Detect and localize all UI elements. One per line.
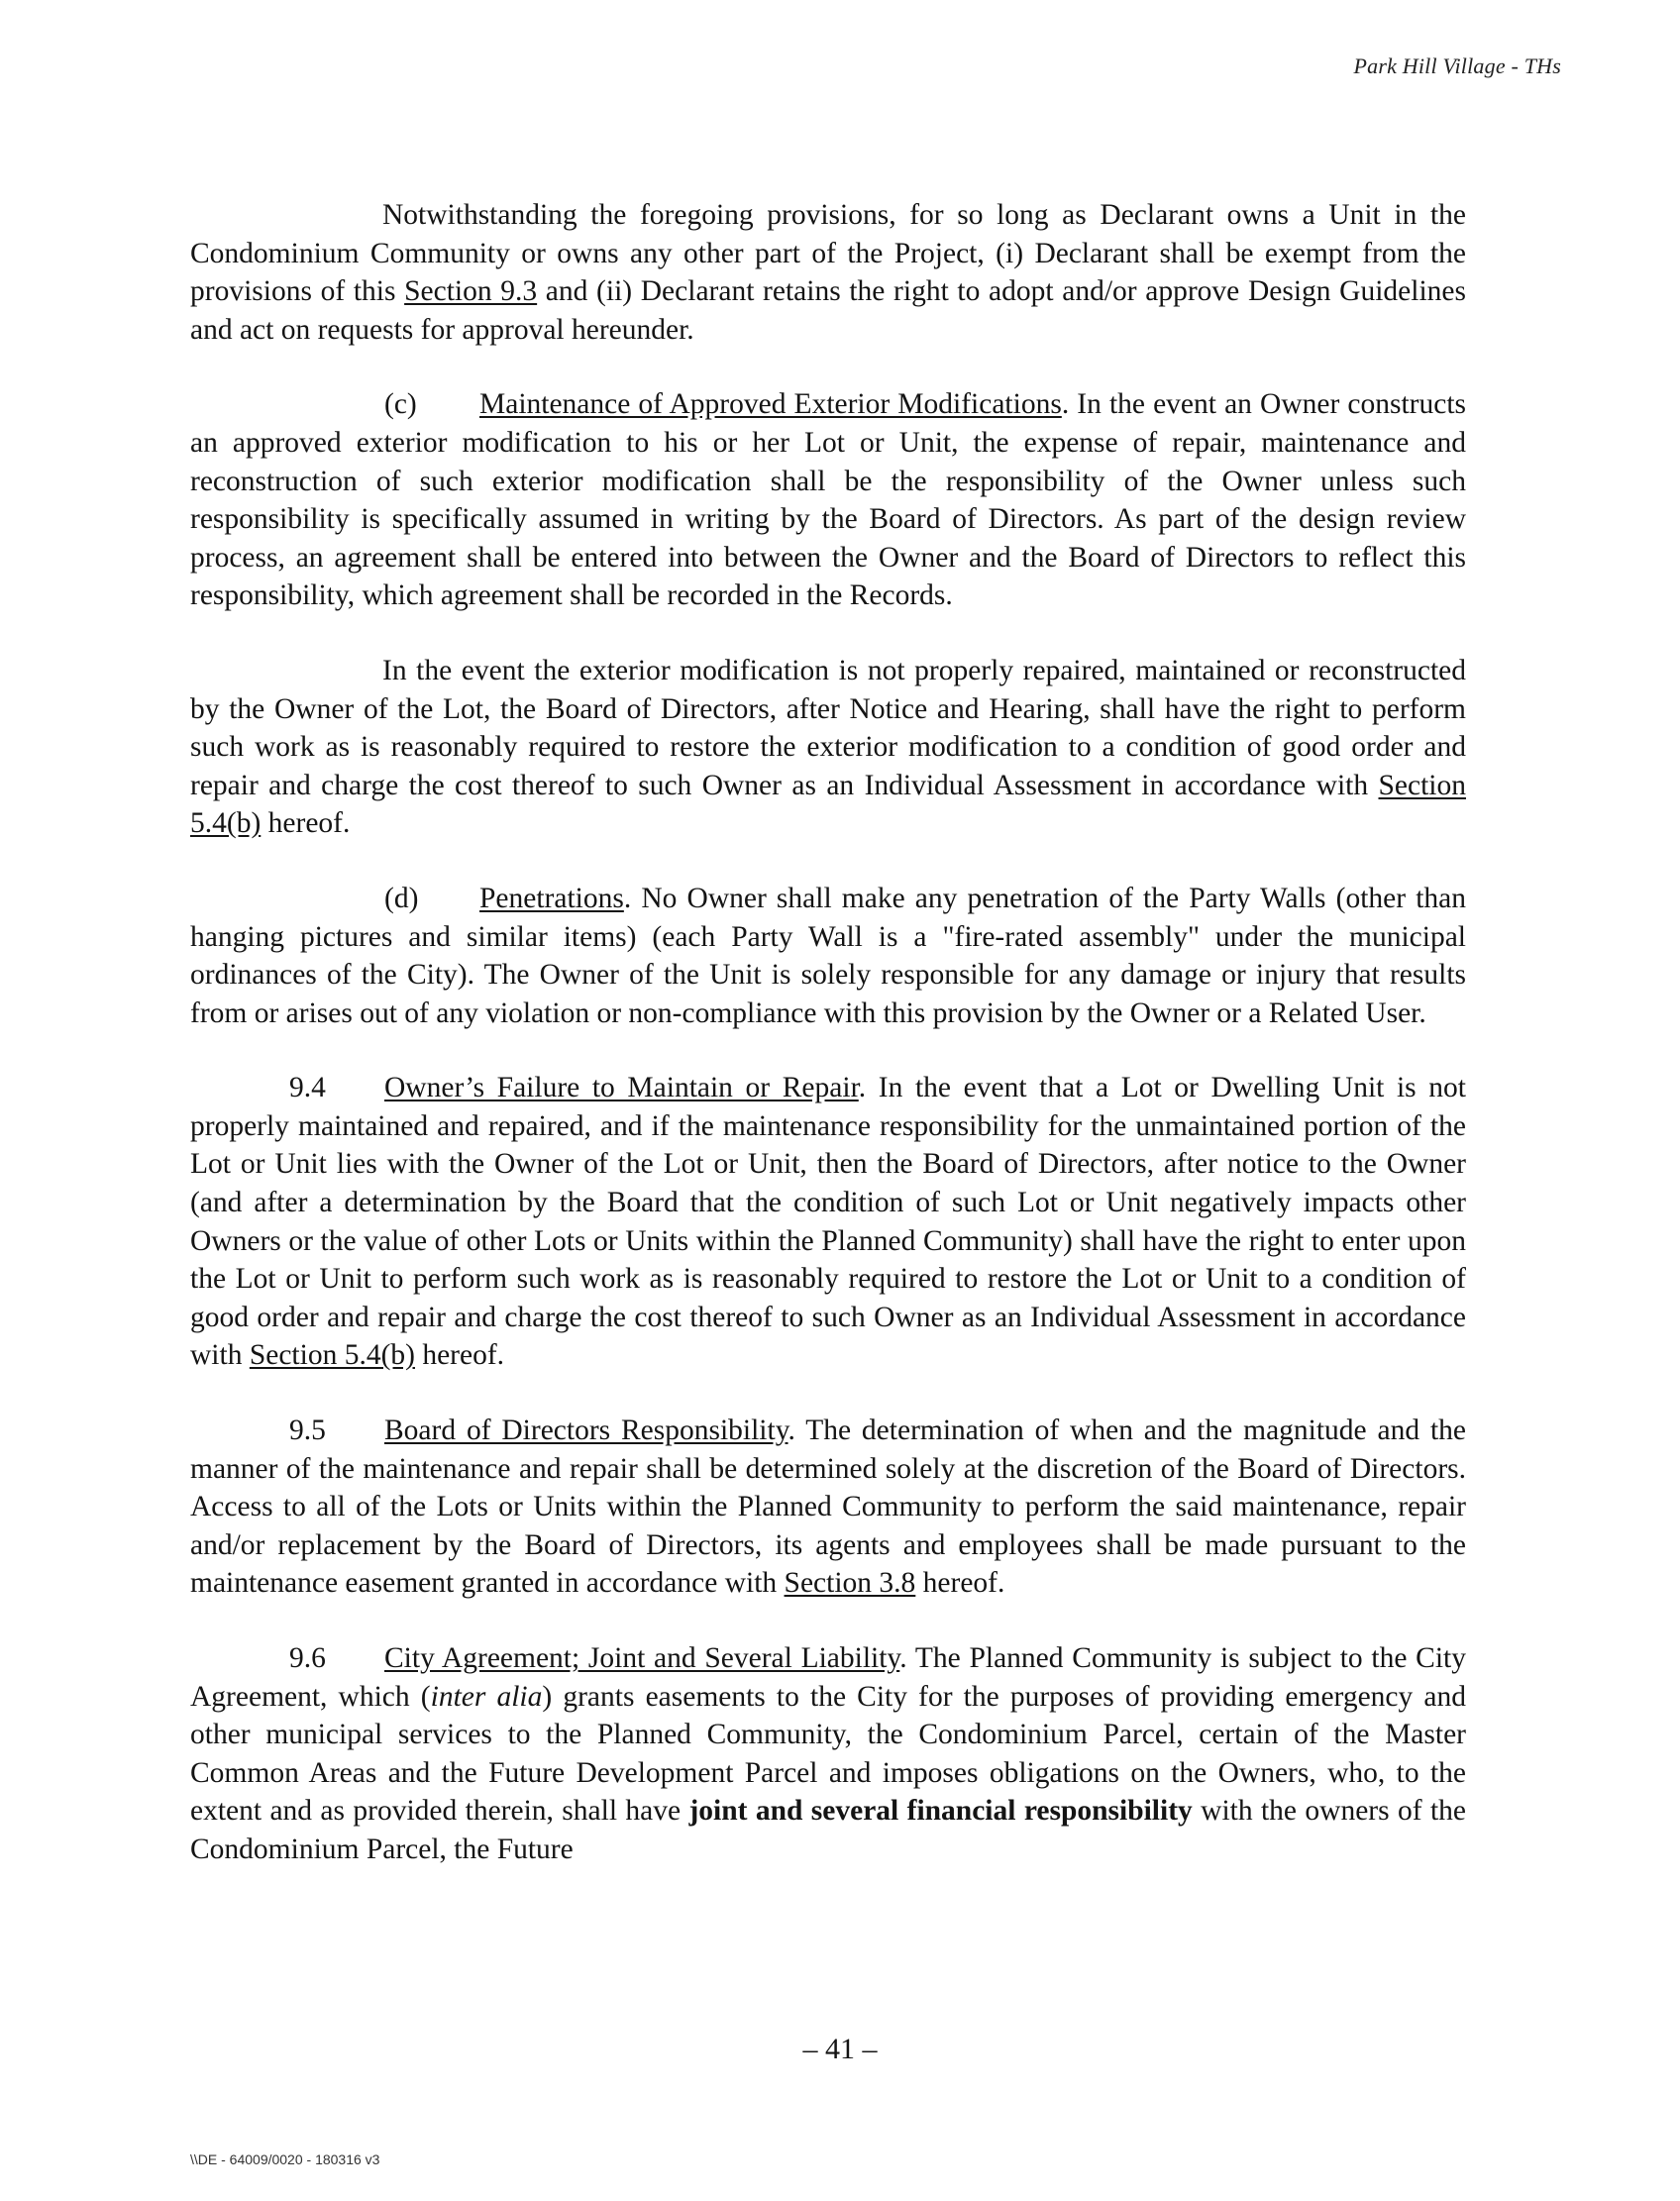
paragraph-subsection-d	[190, 880, 1466, 1032]
section-heading: Owner’s Failure to Maintain or Repair	[384, 1072, 859, 1104]
bold-term: joint and several financial responsibility	[688, 1795, 1193, 1828]
text-run: . In the event an Owner constructs an approved exterior modification to his or her Lot or Unit, the expense of repair, maintenance and reconstruction of such exterior modification shall be the responsibility of the Owner unless such responsibility is specifically assumed in writing by the Board of Directors. As part of the design review process, an agreement shall be entered into between the Owner and the Board of Directors to reflect this responsibility, which agreement shall be recorded in the Records.	[190, 388, 1466, 612]
text-run: Notwithstanding the foregoing provisions, for so long as Declarant owns a Unit in the Condominium Community or owns any other part of the Project, (i) Declarant shall be exempt from the provisions of this	[190, 199, 1466, 308]
running-header: Park Hill Village - THs	[1353, 53, 1561, 78]
text-run: hereof.	[915, 1567, 1005, 1600]
section-reference: Section 3.8	[784, 1567, 916, 1600]
section-reference: Section 5.4(b)	[190, 769, 1466, 840]
paragraph-repair-by-board	[190, 652, 1466, 843]
italic-term: inter alia	[430, 1680, 543, 1713]
paragraph-section-9-6	[190, 1639, 1466, 1869]
text-run: . The Planned Community is subject to the City Agreement, which (	[190, 1642, 1466, 1713]
section-number: 9.5	[289, 1415, 326, 1447]
subsection-label: (c)	[384, 388, 417, 421]
subsection-label: (d)	[384, 882, 419, 914]
text-run: ) grants easements to the City for the purposes of providing emergency and other municipal services to the Planned Community, the Condominium Parcel, certain of the Master Common Areas and the Future Development Parcel and imposes obligations on the Owners, who, to the extent and as provided therein, shall have	[190, 1680, 1467, 1828]
text-run: . No Owner shall make any penetration of the Party Walls (other than hanging pictures and similar items) (each Party Wall is a "fire-rated assembly" under the municipal ordinances of the City). The Owner of the Unit is solely responsible for any damage or injury that results from or arises out of any violation or non-compliance with this provision by the Owner or a Related User.	[190, 882, 1466, 1029]
paragraph-section-9-4	[190, 1069, 1466, 1375]
section-number: 9.6	[289, 1642, 326, 1674]
section-reference: Section 5.4(b)	[249, 1339, 415, 1372]
text-run: In the event the exterior modification is not properly repaired, maintained or reconstructed by the Owner of the Lot, the Board of Directors, after Notice and Hearing, shall have the right to perform such work as is reasonably required to restore the exterior modification to a condition of good order and repair and charge the cost thereof to such Owner as an Individual Assessment in accordance with	[190, 654, 1466, 801]
subsection-heading: Penetrations	[479, 882, 624, 914]
page-number: – 41 –	[802, 2033, 878, 2065]
paragraph-subsection-c	[190, 385, 1466, 615]
text-run: hereof.	[261, 807, 351, 840]
text-run: hereof.	[414, 1339, 505, 1372]
text-run: . The determination of when and the magnitude and the manner of the maintenance and repair shall be determined solely at the discretion of the Board of Directors. Access to all of the Lots or Units within the Planned Community to perform the said maintenance, repair and/or replacement by the Board of Directors, its agents and employees shall be made pursuant to the maintenance easement granted in accordance with	[190, 1415, 1466, 1600]
paragraph-declarant-exemption	[190, 196, 1466, 349]
text-run: with the owners of the Condominium Parcel, the Future	[190, 1795, 1466, 1865]
section-reference: Section 9.3	[404, 275, 538, 308]
paragraph-section-9-5	[190, 1412, 1466, 1603]
text-run: . In the event that a Lot or Dwelling Unit is not properly maintained and repaired, and if the maintenance responsibility for the unmaintained portion of the Lot or Unit lies with the Owner of the Lot or Unit, then the Board of Directors, after notice to the Owner (and after a determination by the Board that the condition of such Lot or Unit negatively impacts other Owners or the value of other Lots or Units within the Planned Community) shall have the right to enter upon the Lot or Unit to perform such work as is reasonably required to restore the Lot or Unit to a condition of good order and repair and charge the cost thereof to such Owner as an Individual Assessment in accordance with	[190, 1072, 1466, 1372]
text-run: and (ii) Declarant retains the right to adopt and/or approve Design Guidelines and act on requests for approval hereunder.	[190, 275, 1466, 346]
section-heading: City Agreement; Joint and Several Liability	[384, 1642, 900, 1674]
section-number: 9.4	[289, 1072, 326, 1104]
document-reference: \\DE - 64009/0020 - 180316 v3	[190, 2151, 380, 2167]
document-body	[190, 196, 1466, 1906]
subsection-heading: Maintenance of Approved Exterior Modifications	[479, 388, 1062, 421]
section-heading: Board of Directors Responsibility	[384, 1415, 788, 1447]
